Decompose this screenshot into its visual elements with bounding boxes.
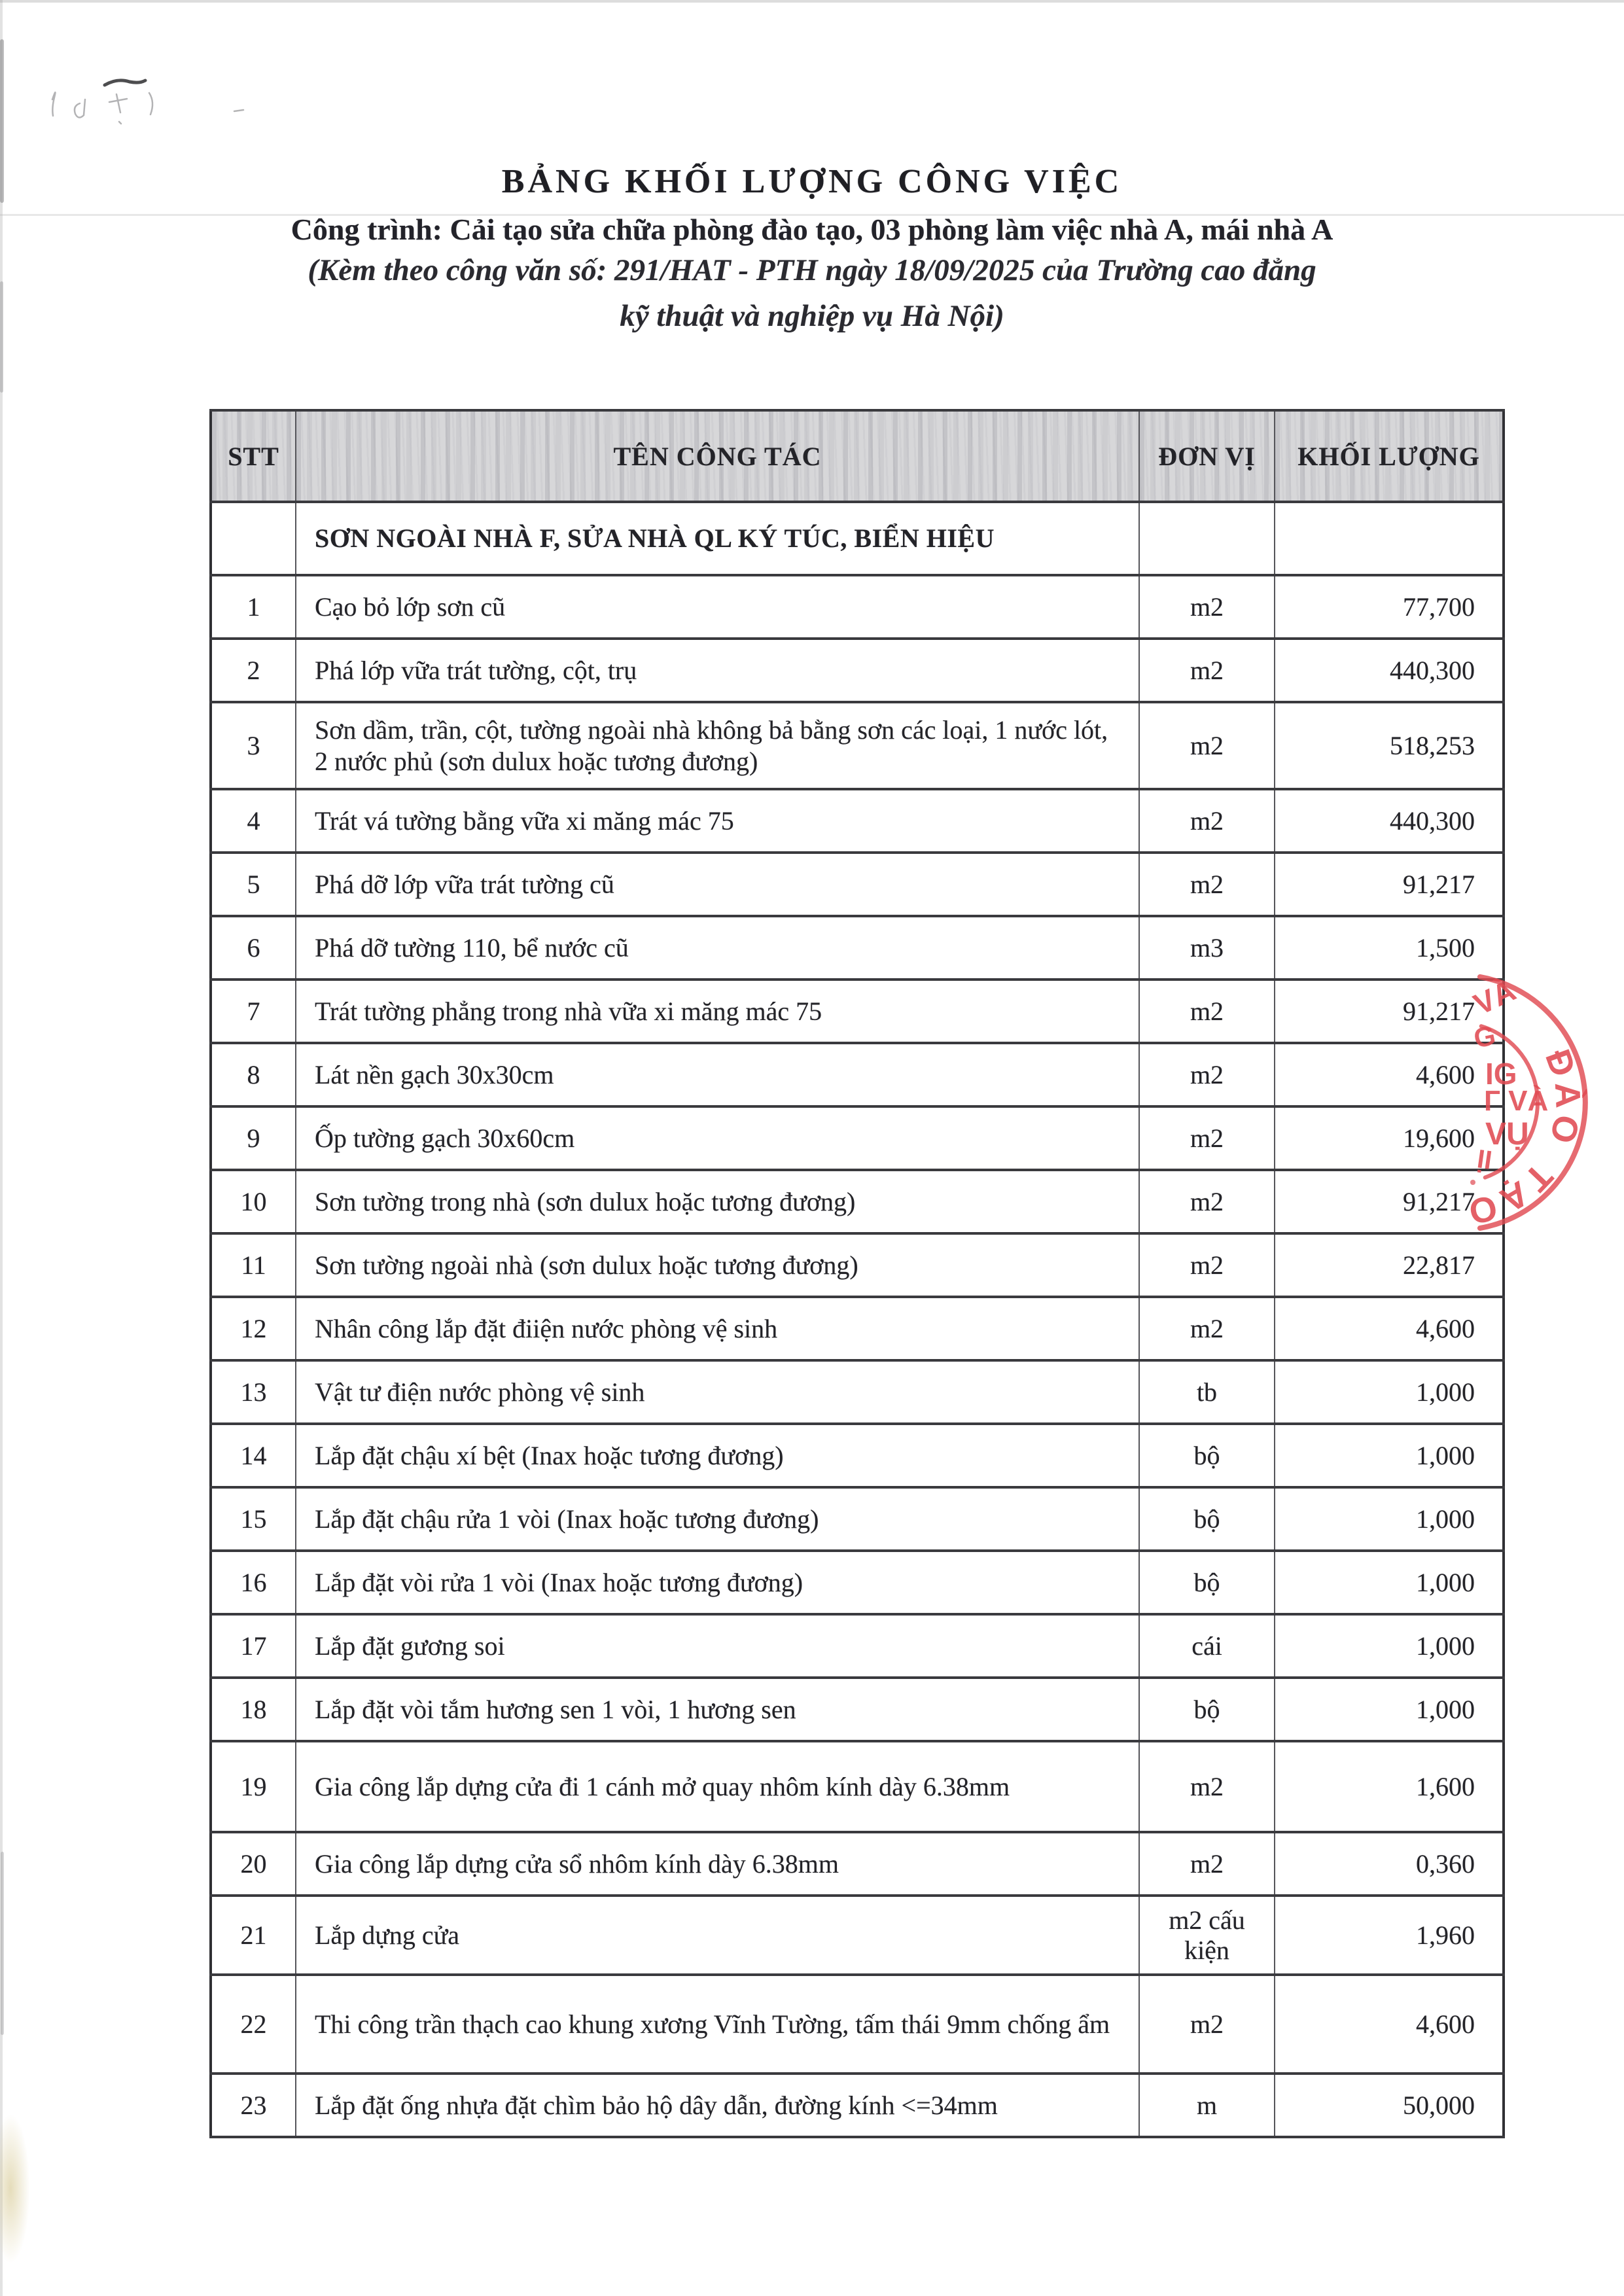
row-stt: 9 (211, 1106, 296, 1170)
row-quantity: 4,600 (1275, 1043, 1504, 1106)
table-row (211, 575, 1504, 639)
row-task: Thi công trần thạch cao khung xương Vĩnh Tường, tấm thái 9mm chống ẩm (296, 1975, 1139, 2074)
row-quantity: 50,000 (1275, 2074, 1504, 2137)
row-quantity: 1,000 (1275, 1614, 1504, 1678)
row-task: Lắp đặt chậu xí bệt (Inax hoặc tương đương) (296, 1424, 1139, 1487)
row-quantity: 1,000 (1275, 1424, 1504, 1487)
row-stt: 11 (211, 1233, 296, 1297)
stamp-arc-word: ĐÀO (1537, 1044, 1588, 1152)
stamp-text-fragment: ỊI (1475, 1144, 1494, 1176)
row-unit: m2 cấu kiện (1139, 1896, 1275, 1975)
row-unit: m (1139, 2074, 1275, 2137)
row-stt: 1 (211, 575, 296, 639)
table-row (211, 1106, 1504, 1170)
table-body (211, 502, 1504, 2137)
table-row (211, 853, 1504, 916)
table-row (211, 1975, 1504, 2074)
table-row (211, 1233, 1504, 1297)
row-stt: 13 (211, 1360, 296, 1424)
row-task: Nhân công lắp đặt điiện nước phòng vệ sinh (296, 1297, 1139, 1360)
row-stt: 20 (211, 1832, 296, 1896)
row-task: Phá lớp vữa trát tường, cột, trụ (296, 639, 1139, 702)
row-unit: bộ (1139, 1487, 1275, 1551)
table-row (211, 1832, 1504, 1896)
row-stt: 12 (211, 1297, 296, 1360)
row-task: Sơn tường trong nhà (sơn dulux hoặc tương đương) (296, 1170, 1139, 1233)
row-task: Sơn tường ngoài nhà (sơn dulux hoặc tương đương) (296, 1233, 1139, 1297)
section-header-row (211, 502, 1504, 575)
row-quantity: 1,000 (1275, 1678, 1504, 1741)
row-task: Lát nền gạch 30x30cm (296, 1043, 1139, 1106)
row-task: Lắp đặt vòi tắm hương sen 1 vòi, 1 hương sen (296, 1678, 1139, 1741)
table-row (211, 1551, 1504, 1614)
row-task: Gia công lắp dựng cửa đi 1 cánh mở quay nhôm kính dày 6.38mm (296, 1741, 1139, 1832)
table-row (211, 1678, 1504, 1741)
row-unit: m2 (1139, 1233, 1275, 1297)
stamp-text-fragment: VỤ (1485, 1117, 1529, 1152)
row-task: Lắp đặt chậu rửa 1 vòi (Inax hoặc tương đương) (296, 1487, 1139, 1551)
table-row (211, 1170, 1504, 1233)
row-unit: bộ (1139, 1551, 1275, 1614)
row-unit: bộ (1139, 1424, 1275, 1487)
col-header-stt: STT (211, 410, 296, 502)
row-stt: 6 (211, 916, 296, 980)
row-unit: tb (1139, 1360, 1275, 1424)
row-unit: m2 (1139, 853, 1275, 916)
row-quantity: 4,600 (1275, 1297, 1504, 1360)
table-row (211, 980, 1504, 1043)
section-qty-cell (1275, 502, 1504, 575)
row-quantity: 0,360 (1275, 1832, 1504, 1896)
row-quantity: 22,817 (1275, 1233, 1504, 1297)
row-quantity: 91,217 (1275, 980, 1504, 1043)
row-unit: m2 (1139, 1297, 1275, 1360)
row-task: Phá dỡ tường 110, bể nước cũ (296, 916, 1139, 980)
table-row (211, 1043, 1504, 1106)
pencil-scribbles (38, 65, 260, 144)
row-stt: 2 (211, 639, 296, 702)
col-header-unit: ĐƠN VỊ (1139, 410, 1275, 502)
row-quantity: 91,217 (1275, 1170, 1504, 1233)
table-row (211, 1297, 1504, 1360)
row-quantity: 518,253 (1275, 702, 1504, 789)
row-quantity: 77,700 (1275, 575, 1504, 639)
row-task: Lắp dựng cửa (296, 1896, 1139, 1975)
row-stt: 3 (211, 702, 296, 789)
scan-edge-top (0, 0, 1624, 3)
col-header-task: TÊN CÔNG TÁC (296, 410, 1139, 502)
row-unit: m2 (1139, 1043, 1275, 1106)
row-task: Ốp tường gạch 30x60cm (296, 1106, 1139, 1170)
row-quantity: 4,600 (1275, 1975, 1504, 2074)
row-quantity: 1,000 (1275, 1360, 1504, 1424)
row-quantity: 1,500 (1275, 916, 1504, 980)
row-stt: 5 (211, 853, 296, 916)
row-task: Sơn dầm, trần, cột, tường ngoài nhà không bả bằng sơn các loại, 1 nước lót, 2 nước phủ (sơn dulux hoặc tương đương) (296, 702, 1139, 789)
table-row (211, 789, 1504, 853)
scan-smudge (0, 2113, 30, 2264)
table-row (211, 1487, 1504, 1551)
table-row (211, 2074, 1504, 2137)
work-volume-table-container (209, 409, 1502, 2138)
stamp-text-fragment: IG (1485, 1057, 1517, 1091)
table-row (211, 1896, 1504, 1975)
row-stt: 7 (211, 980, 296, 1043)
row-unit: bộ (1139, 1678, 1275, 1741)
stamp-text-fragment: VÀ (1468, 972, 1521, 1022)
row-quantity: 1,000 (1275, 1487, 1504, 1551)
row-stt: 4 (211, 789, 296, 853)
row-task: Lắp đặt gương soi (296, 1614, 1139, 1678)
row-task: Vật tư điện nước phòng vệ sinh (296, 1360, 1139, 1424)
row-unit: m2 (1139, 1832, 1275, 1896)
row-stt: 18 (211, 1678, 296, 1741)
row-unit: m2 (1139, 1741, 1275, 1832)
row-stt: 19 (211, 1741, 296, 1832)
section-title: SƠN NGOÀI NHÀ F, SỬA NHÀ QL KÝ TÚC, BIỂN HIỆU (296, 502, 1139, 575)
attachment-reference-line-1: (Kèm theo công văn số: 291/HAT - PTH ngày 18/09/2025 của Trường cao đẳng (308, 253, 1316, 287)
row-stt: 15 (211, 1487, 296, 1551)
row-unit: m2 (1139, 1106, 1275, 1170)
row-quantity: 1,600 (1275, 1741, 1504, 1832)
table-row (211, 1741, 1504, 1832)
row-task: Cạo bỏ lớp sơn cũ (296, 575, 1139, 639)
row-unit: m2 (1139, 789, 1275, 853)
scan-edge-mark (1, 1852, 4, 2035)
row-task: Trát tường phẳng trong nhà vữa xi măng mác 75 (296, 980, 1139, 1043)
row-stt: 14 (211, 1424, 296, 1487)
section-unit-cell (1139, 502, 1275, 575)
table-row (211, 639, 1504, 702)
row-stt: 10 (211, 1170, 296, 1233)
row-task: Gia công lắp dựng cửa sổ nhôm kính dày 6.38mm (296, 1832, 1139, 1896)
row-quantity: 440,300 (1275, 789, 1504, 853)
row-quantity: 1,000 (1275, 1551, 1504, 1614)
section-stt-cell (211, 502, 296, 575)
row-unit: m2 (1139, 575, 1275, 639)
row-stt: 21 (211, 1896, 296, 1975)
stamp-text-fragment: Г VÀ (1484, 1085, 1549, 1117)
table-row (211, 1614, 1504, 1678)
row-stt: 8 (211, 1043, 296, 1106)
row-quantity: 91,217 (1275, 853, 1504, 916)
row-stt: 23 (211, 2074, 296, 2137)
row-quantity: 1,960 (1275, 1896, 1504, 1975)
row-task: Lắp đặt ống nhựa đặt chìm bảo hộ dây dẫn, đường kính <=34mm (296, 2074, 1139, 2137)
row-unit: m3 (1139, 916, 1275, 980)
project-name-line: Công trình: Cải tạo sửa chữa phòng đào tạo, 03 phòng làm việc nhà A, mái nhà A (291, 213, 1333, 246)
col-header-quantity: KHỐI LƯỢNG (1275, 410, 1504, 502)
attachment-reference-line-2: kỹ thuật và nghiệp vụ Hà Nội) (620, 299, 1004, 333)
row-unit: m2 (1139, 1975, 1275, 2074)
row-unit: m2 (1139, 702, 1275, 789)
table-row (211, 1424, 1504, 1487)
row-unit: m2 (1139, 980, 1275, 1043)
row-quantity: 440,300 (1275, 639, 1504, 702)
row-stt: 17 (211, 1614, 296, 1678)
work-volume-table (209, 409, 1505, 2138)
stamp-arc-word: TẠO (1461, 1156, 1561, 1233)
row-task: Phá dỡ lớp vữa trát tường cũ (296, 853, 1139, 916)
row-quantity: 19,600 (1275, 1106, 1504, 1170)
row-task: Lắp đặt vòi rửa 1 vòi (Inax hoặc tương đương) (296, 1551, 1139, 1614)
table-row (211, 702, 1504, 789)
row-stt: 22 (211, 1975, 296, 2074)
table-row (211, 916, 1504, 980)
table-header-row (211, 410, 1504, 502)
row-task: Trát vá tường bằng vữa xi măng mác 75 (296, 789, 1139, 853)
table-row (211, 1360, 1504, 1424)
document-title: BẢNG KHỐI LƯỢNG CÔNG VIỆC (501, 163, 1123, 200)
row-stt: 16 (211, 1551, 296, 1614)
stamp-text-fragment: G (1471, 1019, 1498, 1054)
row-unit: m2 (1139, 1170, 1275, 1233)
row-unit: m2 (1139, 639, 1275, 702)
table-header (211, 410, 1504, 502)
row-unit: cái (1139, 1614, 1275, 1678)
